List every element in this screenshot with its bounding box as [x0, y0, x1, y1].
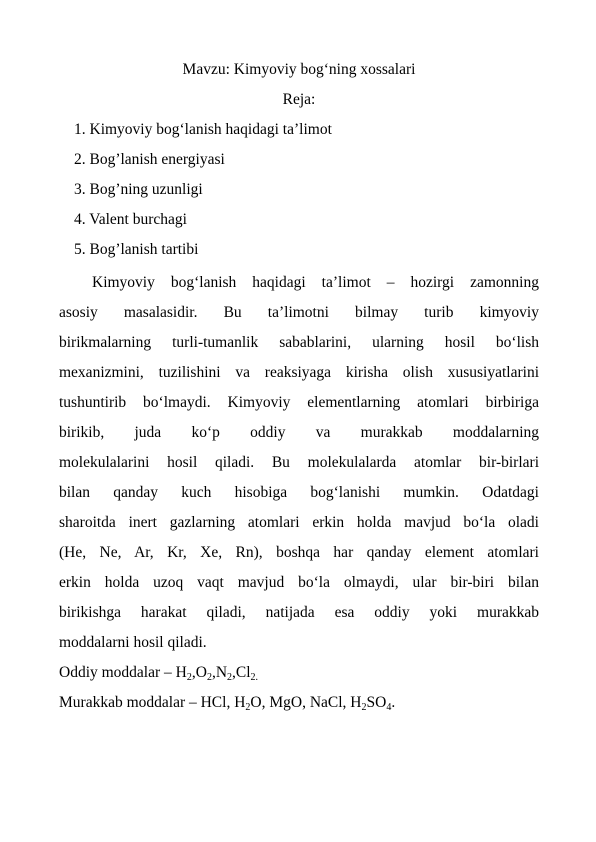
paragraph-line: tushuntirib bo‘lmaydi. Kimyoviy elementlarning atomlari birbiriga [59, 394, 539, 411]
paragraph-line: mexanizmini, tuzilishini va reaksiyaga kirisha olish xususiyatlarini [59, 364, 539, 381]
subscript: 2 [361, 702, 367, 713]
subscript: 2 [186, 672, 192, 683]
subscript: 2 [206, 672, 212, 683]
formula-text: ,Cl [232, 664, 251, 681]
formula-text: Oddiy moddalar – H [59, 664, 187, 681]
complex-substances-line [59, 692, 539, 714]
plan-item: 5. Bog’lanish tartibi [74, 241, 199, 258]
plan-item: 4. Valent burchagi [74, 211, 187, 228]
formula-text: Murakkab moddalar – HCl, H [59, 694, 246, 711]
subscript: 2 [245, 702, 251, 713]
plan-item: 2. Bog’lanish energiyasi [74, 151, 225, 168]
plan-item: 1. Kimyoviy bog‘lanish haqidagi ta’limot [74, 121, 332, 138]
paragraph-line: sharoitda inert gazlarning atomlari erkin holda mavjud bo‘la oladi [59, 514, 539, 531]
subscript: 2 [227, 672, 233, 683]
formula-text: ,N [211, 664, 228, 681]
paragraph-line: moddalarni hosil qiladi. [59, 634, 207, 651]
page-title: Mavzu: Kimyoviy bog‘ning xossalari [182, 61, 416, 78]
paragraph-line: birikib, juda ko‘p oddiy va murakkab moddalarning [59, 424, 539, 441]
paragraph-line: erkin holda uzoq vaqt mavjud bo‘la olmaydi, ular bir-biri bilan [59, 574, 539, 591]
formula-text: O, MgO, NaCl, H [250, 694, 362, 711]
paragraph-line: (He, Ne, Ar, Kr, Xe, Rn), boshqa har qanday element atomlari [59, 544, 539, 561]
paragraph-line: asosiy masalasidir. Bu ta’limotni bilmay turib kimyoviy [59, 304, 539, 321]
paragraph-line: birikishga harakat qiladi, natijada esa oddiy yoki murakkab [59, 604, 539, 621]
subscript: 4 [386, 702, 392, 713]
formula-text: . [391, 694, 396, 711]
paragraph-line: molekulalarini hosil qiladi. Bu molekulalarda atomlar bir-birlari [59, 454, 539, 471]
simple-substances-line [59, 662, 539, 684]
paragraph-line: bilan qanday kuch hisobiga bog‘lanishi mumkin. Odatdagi [59, 484, 539, 501]
paragraph-line: birikmalarning turli-tumanlik sabablarini, ularning hosil bo‘lish [59, 334, 539, 351]
formula-text: ,O [191, 664, 207, 681]
paragraph-line: Kimyoviy bog‘lanish haqidagi ta’limot – hozirgi zamonning [92, 274, 539, 291]
plan-heading: Reja: [282, 91, 316, 108]
formula-text: SO [366, 694, 387, 711]
subscript: 2. [250, 672, 259, 683]
plan-item: 3. Bog’ning uzunligi [74, 181, 203, 198]
